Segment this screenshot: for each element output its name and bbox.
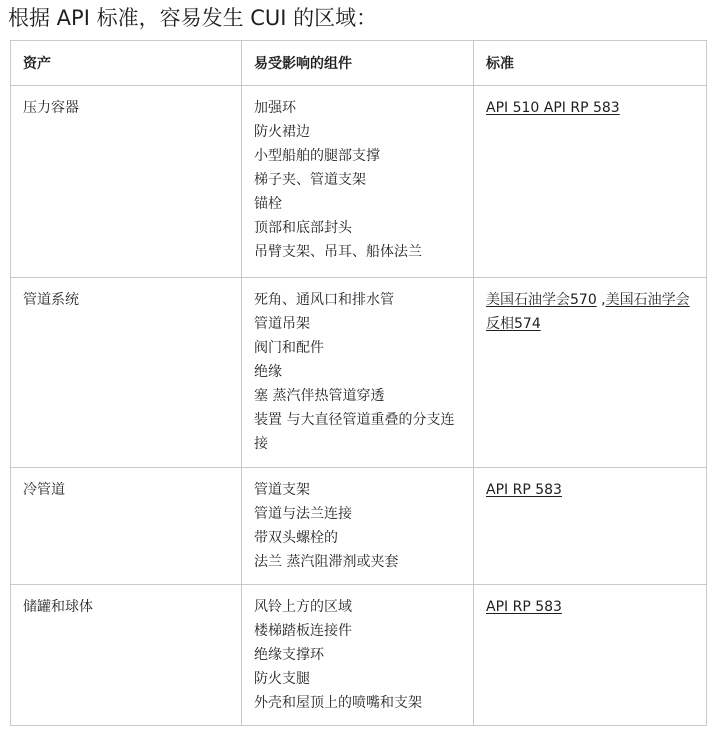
components-cell bbox=[242, 585, 474, 726]
standard-separator: , bbox=[596, 292, 606, 308]
table-row bbox=[11, 468, 707, 585]
component-item: 楼梯踏板连接件 bbox=[254, 623, 352, 639]
table-row bbox=[11, 86, 707, 278]
component-item: 绝缘 bbox=[254, 364, 282, 380]
column-header-standard: 标准 bbox=[474, 41, 707, 86]
component-item: 死角、通风口和排水管 bbox=[254, 292, 394, 308]
component-item: 外壳和屋顶上的喷嘴和支架 bbox=[254, 695, 422, 711]
component-item: 小型船舶的腿部支撑 bbox=[254, 148, 380, 164]
component-item: 吊臂支架、吊耳、船体法兰 bbox=[254, 244, 422, 260]
asset-cell: 储罐和球体 bbox=[11, 585, 242, 726]
asset-cell: 冷管道 bbox=[11, 468, 242, 585]
component-item: 顶部和底部封头 bbox=[254, 220, 352, 236]
component-item: 锚栓 bbox=[254, 196, 282, 212]
asset-cell: 管道系统 bbox=[11, 278, 242, 468]
component-item: 管道与法兰连接 bbox=[254, 506, 352, 522]
standard-link[interactable]: 美国石油学会570 bbox=[486, 292, 597, 308]
standard-cell bbox=[474, 86, 707, 278]
component-item: 塞 蒸汽伴热管道穿透 bbox=[254, 388, 385, 404]
standard-cell bbox=[474, 468, 707, 585]
components-cell bbox=[242, 278, 474, 468]
components-cell bbox=[242, 86, 474, 278]
asset-cell: 压力容器 bbox=[11, 86, 242, 278]
component-item: 阀门和配件 bbox=[254, 340, 324, 356]
page-heading: 根据 API 标准，容易发生 CUI 的区域： bbox=[8, 6, 378, 30]
component-item: 梯子夹、管道支架 bbox=[254, 172, 366, 188]
component-item: 防火裙边 bbox=[254, 124, 310, 140]
component-item: 绝缘支撑环 bbox=[254, 647, 324, 663]
component-item: 管道吊架 bbox=[254, 316, 310, 332]
standard-link[interactable]: API 510 API RP 583 bbox=[486, 100, 620, 116]
standard-link[interactable]: API RP 583 bbox=[486, 599, 562, 615]
table-header-row bbox=[11, 41, 707, 86]
component-item: 带双头螺栓的 bbox=[254, 530, 338, 546]
component-item: 管道支架 bbox=[254, 482, 310, 498]
component-item: 防火支腿 bbox=[254, 671, 310, 687]
table-row bbox=[11, 585, 707, 726]
component-item: 加强环 bbox=[254, 100, 296, 116]
components-cell bbox=[242, 468, 474, 585]
standard-link[interactable]: 美国石油学会反相574 bbox=[486, 292, 690, 332]
standard-cell bbox=[474, 278, 707, 468]
table-row bbox=[11, 278, 707, 468]
standard-cell bbox=[474, 585, 707, 726]
standard-link[interactable]: API RP 583 bbox=[486, 482, 562, 498]
component-item: 装置 与大直径管道重叠的分支连接 bbox=[254, 412, 455, 452]
column-header-asset: 资产 bbox=[11, 41, 242, 86]
column-header-components: 易受影响的组件 bbox=[242, 41, 474, 86]
component-item: 风铃上方的区域 bbox=[254, 599, 352, 615]
component-item: 法兰 蒸汽阻滞剂或夹套 bbox=[254, 554, 399, 570]
cui-standards-table bbox=[10, 40, 707, 726]
